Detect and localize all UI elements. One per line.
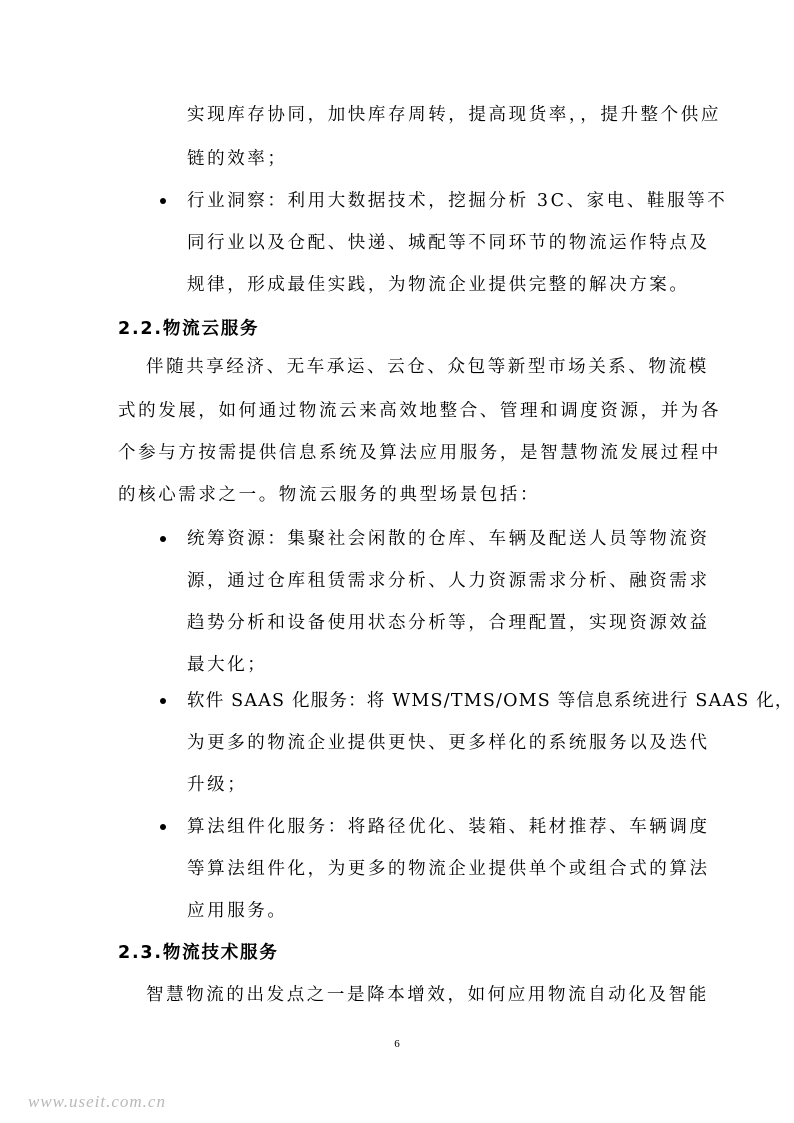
body-text-line: 实现库存协同，加快库存周转，提高现货率，，提升整个供应 [187,105,721,125]
bullet-text-line: 最大化； [187,655,268,675]
bullet-text-line: 应用服务。 [187,901,288,921]
paragraph-line: 式的发展，如何通过物流云来高效地整合、管理和调度资源，并为各 [118,401,721,421]
bullet-text-line: 同行业以及仓配、快递、城配等不同环节的物流运作特点及 [187,233,710,253]
section-heading: 2.2.物流云服务 [118,319,260,339]
bullet-text-line: 规律，形成最佳实践，为物流企业提供完整的解决方案。 [187,275,690,295]
watermark: www.useit.com.cn [28,1092,166,1111]
bullet-text-line: 源，通过仓库租赁需求分析、人力资源需求分析、融资需求 [187,571,710,591]
section-heading: 2.3.物流技术服务 [118,943,279,963]
paragraph-line: 个参与方按需提供信息系统及算法应用服务，是智慧物流发展过程中 [118,443,721,463]
bullet-text-line: 软件 SAAS 化服务：将 WMS/TMS/OMS 等信息系统进行 SAAS 化， [187,691,794,711]
bullet-icon [160,698,166,704]
bullet-icon [160,824,166,830]
bullet-text-line: 算法组件化服务：将路径优化、装箱、耗材推荐、车辆调度 [187,817,710,837]
page-number: 6 [394,1038,400,1050]
bullet-text-line: 等算法组件化，为更多的物流企业提供单个或组合式的算法 [187,859,710,879]
bullet-text-line: 为更多的物流企业提供更快、更多样化的系统服务以及迭代 [187,733,710,753]
paragraph-line: 智慧物流的出发点之一是降本增效，如何应用物流自动化及智能 [146,985,709,1005]
paragraph-line: 伴随共享经济、无车承运、云仓、众包等新型市场关系、物流模 [146,357,709,377]
body-text-line: 链的效率； [187,149,288,169]
paragraph-line: 的核心需求之一。物流云服务的典型场景包括： [118,485,541,505]
bullet-text-line: 行业洞察：利用大数据技术，挖掘分析 3C、家电、鞋服等不 [187,191,728,211]
bullet-text-line: 升级； [187,775,248,795]
bullet-icon [160,536,166,542]
bullet-icon [160,198,166,204]
bullet-text-line: 趋势分析和设备使用状态分析等，合理配置，实现资源效益 [187,613,710,633]
bullet-text-line: 统筹资源：集聚社会闲散的仓库、车辆及配送人员等物流资 [187,529,710,549]
